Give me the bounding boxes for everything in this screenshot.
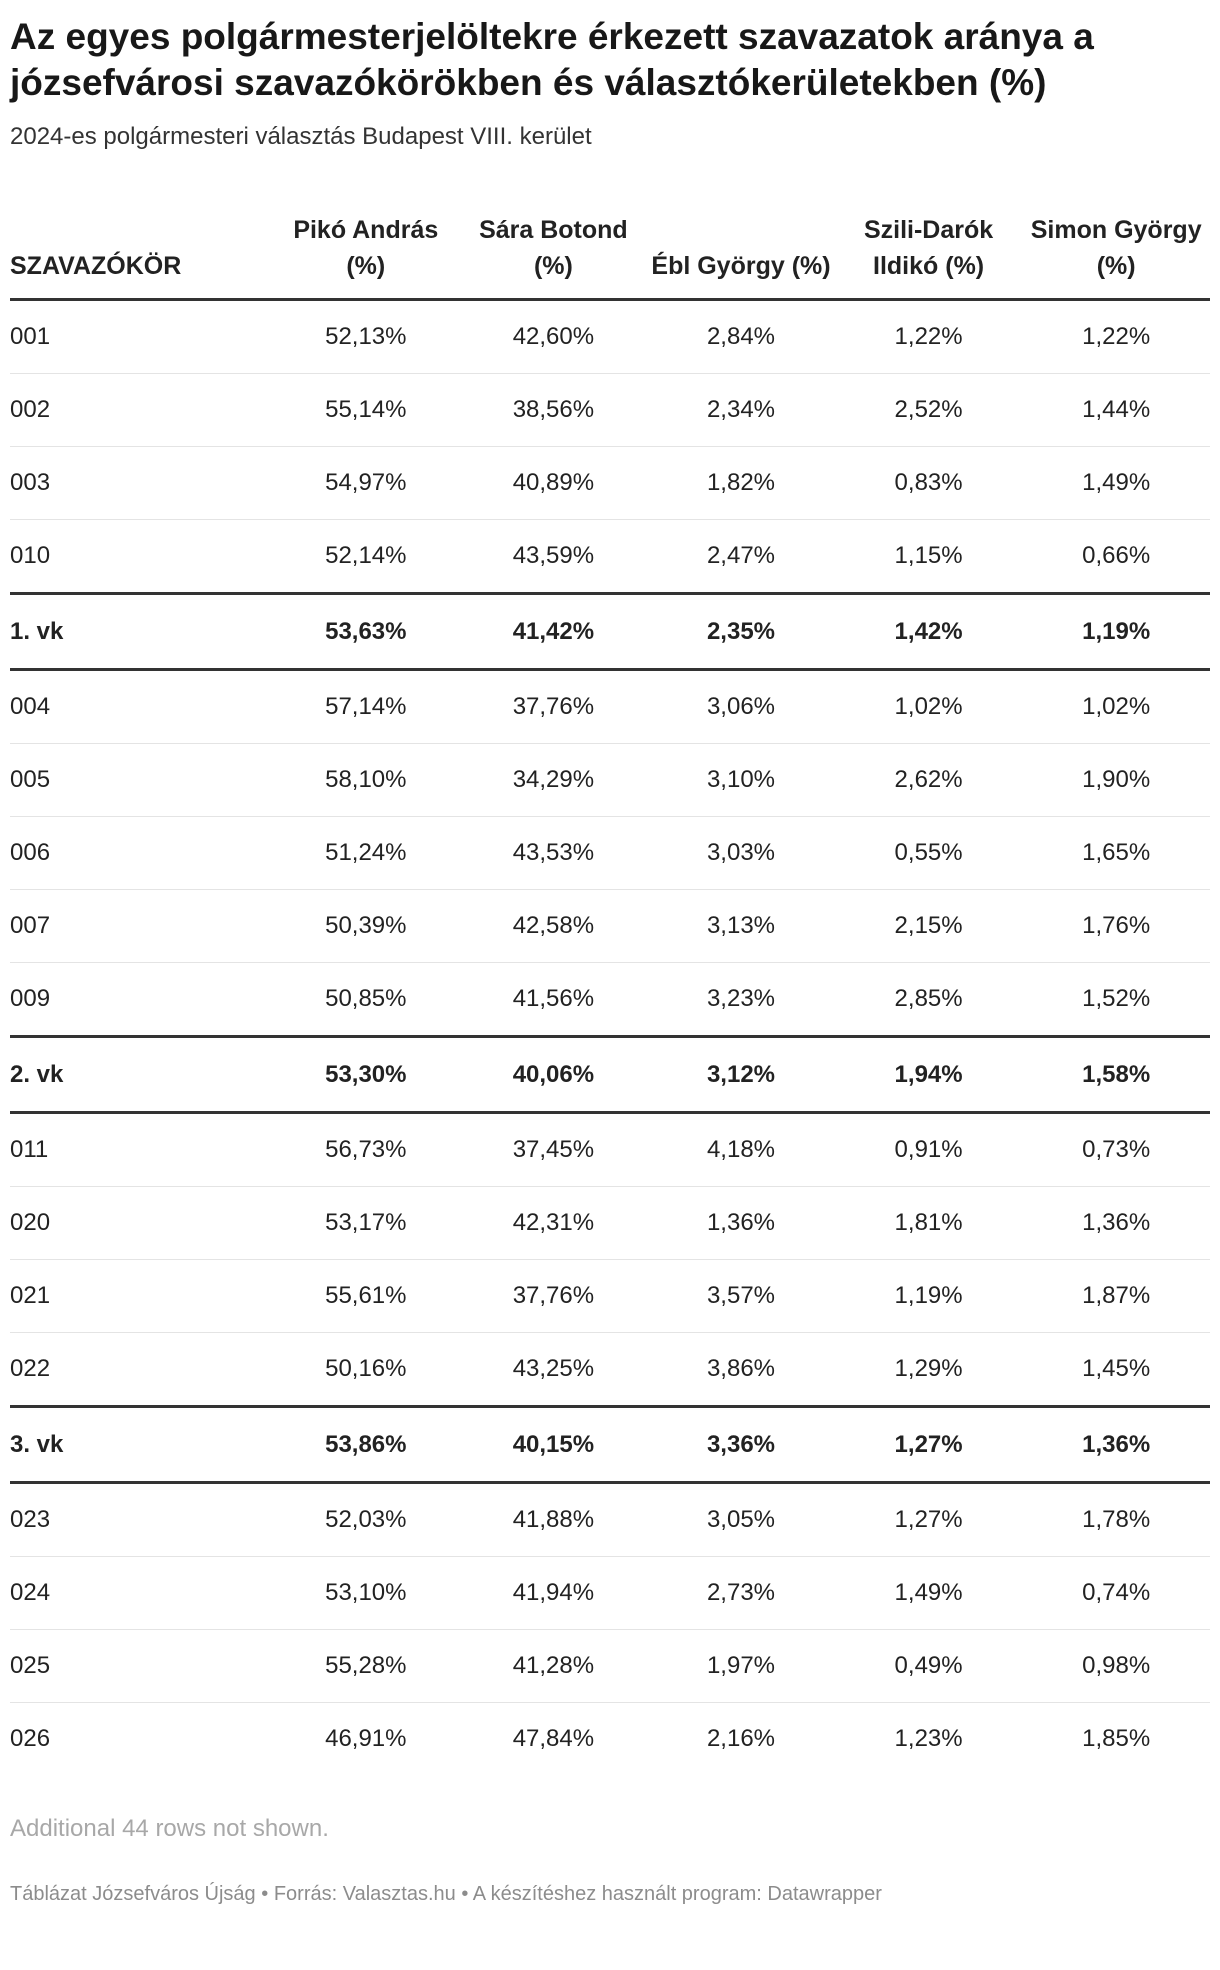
value-cell-sara: 41,42% xyxy=(460,594,648,670)
precinct-cell: 002 xyxy=(10,374,272,447)
value-cell-szili-darok: 2,52% xyxy=(835,374,1023,447)
table-row xyxy=(10,744,1210,817)
value-cell-szili-darok: 1,23% xyxy=(894,1725,963,1752)
precinct-cell: 024 xyxy=(10,1557,272,1630)
precinct-cell: 009 xyxy=(10,963,272,1037)
value-cell-simon: 0,74% xyxy=(1022,1557,1210,1630)
table-row xyxy=(10,447,1210,520)
value-cell-piko: 46,91% xyxy=(325,1725,407,1752)
value-cell-ebl: 3,13% xyxy=(647,890,835,963)
value-cell-simon: 1,49% xyxy=(1022,447,1210,520)
table-row xyxy=(10,1333,1210,1407)
value-cell-sara: 47,84% xyxy=(512,1725,595,1752)
value-cell-szili-darok: 1,02% xyxy=(835,670,1023,744)
footer-separator: • xyxy=(261,1883,269,1905)
value-cell-simon: 0,73% xyxy=(1022,1113,1210,1187)
precinct-cell: 007 xyxy=(10,890,272,963)
value-cell-szili-darok: 0,83% xyxy=(835,447,1023,520)
value-cell-piko: 53,86% xyxy=(272,1407,460,1483)
precinct-cell: 023 xyxy=(10,1483,272,1557)
footer-source-link[interactable]: Valasztas.hu xyxy=(342,1883,456,1905)
value-cell-szili-darok: 1,19% xyxy=(835,1260,1023,1333)
value-cell-simon: 1,44% xyxy=(1022,374,1210,447)
table-row xyxy=(10,963,1210,1037)
value-cell-ebl: 1,82% xyxy=(647,447,835,520)
more-rows-note: Additional 44 rows not shown. xyxy=(10,1815,329,1842)
value-cell-ebl: 2,34% xyxy=(647,374,835,447)
value-cell-simon: 1,76% xyxy=(1022,890,1210,963)
value-cell-ebl: 2,47% xyxy=(647,520,835,594)
value-cell-szili-darok: 2,85% xyxy=(835,963,1023,1037)
value-cell-piko: 50,39% xyxy=(272,890,460,963)
table-row xyxy=(10,817,1210,890)
value-cell-simon: 1,58% xyxy=(1022,1037,1210,1113)
value-cell-piko: 53,10% xyxy=(272,1557,460,1630)
value-cell-szili-darok: 1,94% xyxy=(835,1037,1023,1113)
footer-author: Józsefváros Újság xyxy=(92,1883,256,1905)
value-cell-simon: 0,66% xyxy=(1022,520,1210,594)
precinct-cell: 020 xyxy=(10,1187,272,1260)
footer xyxy=(10,1883,1190,1906)
value-cell-szili-darok: 1,81% xyxy=(835,1187,1023,1260)
value-cell-piko: 50,85% xyxy=(272,963,460,1037)
precinct-cell: 010 xyxy=(10,520,272,594)
value-cell-simon: 1,45% xyxy=(1022,1333,1210,1407)
value-cell-ebl: 2,16% xyxy=(706,1725,776,1752)
value-cell-ebl: 3,86% xyxy=(647,1333,835,1407)
value-cell-szili-darok: 0,91% xyxy=(835,1113,1023,1187)
value-cell-simon: 1,22% xyxy=(1022,300,1210,374)
precinct-cell: 3. vk xyxy=(10,1407,272,1483)
value-cell-ebl: 3,05% xyxy=(647,1483,835,1557)
value-cell-piko: 55,14% xyxy=(272,374,460,447)
value-cell-piko: 53,30% xyxy=(272,1037,460,1113)
value-cell-simon: 0,98% xyxy=(1022,1630,1210,1703)
value-cell-ebl: 1,36% xyxy=(647,1187,835,1260)
results-table xyxy=(10,212,1210,1775)
value-cell-szili-darok: 2,62% xyxy=(835,744,1023,817)
table-row xyxy=(10,1260,1210,1333)
value-cell-piko: 50,16% xyxy=(272,1333,460,1407)
value-cell-sara: 41,28% xyxy=(460,1630,648,1703)
value-cell-sara: 43,53% xyxy=(460,817,648,890)
value-cell-sara: 41,56% xyxy=(460,963,648,1037)
table-row xyxy=(10,1630,1210,1703)
value-cell-ebl: 3,06% xyxy=(647,670,835,744)
value-cell-ebl: 1,97% xyxy=(647,1630,835,1703)
value-cell-sara: 40,15% xyxy=(460,1407,648,1483)
column-header-piko[interactable]: Pikó András (%) xyxy=(272,212,460,300)
table-row xyxy=(10,1187,1210,1260)
footer-source-label: Forrás: xyxy=(273,1883,338,1905)
value-cell-ebl: 3,10% xyxy=(647,744,835,817)
column-header-sara[interactable]: Sára Botond (%) xyxy=(460,212,648,300)
value-cell-piko: 53,63% xyxy=(272,594,460,670)
value-cell-sara: 41,88% xyxy=(460,1483,648,1557)
precinct-cell: 026 xyxy=(10,1725,51,1752)
summary-row xyxy=(10,594,1210,670)
value-cell-szili-darok: 1,42% xyxy=(835,594,1023,670)
chart-title: Az egyes polgármesterjelöltekre érkezett szavazatok aránya a józsefvárosi szavazókörökben és választókerületekben (%) xyxy=(10,16,1094,103)
value-cell-ebl: 4,18% xyxy=(647,1113,835,1187)
value-cell-sara: 41,94% xyxy=(460,1557,648,1630)
value-cell-simon: 1,36% xyxy=(1022,1187,1210,1260)
value-cell-szili-darok: 0,55% xyxy=(835,817,1023,890)
table-row xyxy=(10,670,1210,744)
value-cell-piko: 51,24% xyxy=(272,817,460,890)
precinct-cell: 001 xyxy=(10,300,272,374)
column-header-szili-darok[interactable]: Szili-Darók Ildikó (%) xyxy=(835,212,1023,300)
precinct-cell: 021 xyxy=(10,1260,272,1333)
table-row xyxy=(10,1557,1210,1630)
footer-separator: • xyxy=(461,1883,469,1905)
table-row xyxy=(10,374,1210,447)
value-cell-piko: 52,13% xyxy=(272,300,460,374)
value-cell-simon: 1,36% xyxy=(1022,1407,1210,1483)
table-row xyxy=(10,1483,1210,1557)
value-cell-simon: 1,87% xyxy=(1022,1260,1210,1333)
value-cell-piko: 56,73% xyxy=(272,1113,460,1187)
table-row xyxy=(10,1703,1210,1776)
summary-row xyxy=(10,1037,1210,1113)
summary-row xyxy=(10,1407,1210,1483)
value-cell-sara: 37,45% xyxy=(460,1113,648,1187)
value-cell-sara: 40,89% xyxy=(460,447,648,520)
value-cell-ebl: 3,23% xyxy=(647,963,835,1037)
value-cell-ebl: 2,84% xyxy=(647,300,835,374)
value-cell-sara: 43,59% xyxy=(460,520,648,594)
precinct-cell: 2. vk xyxy=(10,1037,272,1113)
value-cell-sara: 34,29% xyxy=(460,744,648,817)
table-row xyxy=(10,890,1210,963)
value-cell-piko: 57,14% xyxy=(272,670,460,744)
value-cell-ebl: 2,35% xyxy=(647,594,835,670)
value-cell-simon: 1,19% xyxy=(1022,594,1210,670)
precinct-cell: 025 xyxy=(10,1630,272,1703)
column-header-simon[interactable]: Simon György (%) xyxy=(1022,212,1210,300)
value-cell-piko: 54,97% xyxy=(272,447,460,520)
precinct-cell: 1. vk xyxy=(10,594,272,670)
value-cell-sara: 43,25% xyxy=(460,1333,648,1407)
value-cell-sara: 42,31% xyxy=(460,1187,648,1260)
table-row xyxy=(10,520,1210,594)
value-cell-szili-darok: 2,15% xyxy=(835,890,1023,963)
precinct-cell: 005 xyxy=(10,744,272,817)
value-cell-sara: 42,60% xyxy=(460,300,648,374)
value-cell-simon: 1,52% xyxy=(1022,963,1210,1037)
value-cell-sara: 40,06% xyxy=(460,1037,648,1113)
value-cell-simon: 1,65% xyxy=(1022,817,1210,890)
precinct-cell: 006 xyxy=(10,817,272,890)
table-row xyxy=(10,1113,1210,1187)
value-cell-szili-darok: 1,29% xyxy=(835,1333,1023,1407)
value-cell-ebl: 2,73% xyxy=(647,1557,835,1630)
precinct-cell: 003 xyxy=(10,447,272,520)
footer-tool-link[interactable]: Datawrapper xyxy=(767,1883,882,1905)
value-cell-piko: 55,61% xyxy=(272,1260,460,1333)
value-cell-sara: 37,76% xyxy=(460,1260,648,1333)
value-cell-simon: 1,02% xyxy=(1022,670,1210,744)
precinct-cell: 011 xyxy=(10,1113,272,1187)
value-cell-ebl: 3,57% xyxy=(647,1260,835,1333)
value-cell-ebl: 3,12% xyxy=(647,1037,835,1113)
value-cell-ebl: 3,36% xyxy=(647,1407,835,1483)
value-cell-piko: 52,03% xyxy=(272,1483,460,1557)
value-cell-szili-darok: 1,15% xyxy=(835,520,1023,594)
value-cell-szili-darok: 1,22% xyxy=(835,300,1023,374)
footer-tool-label: A készítéshez használt program: xyxy=(472,1883,762,1905)
value-cell-piko: 55,28% xyxy=(272,1630,460,1703)
column-header-precinct[interactable]: SZAVAZÓKÖR xyxy=(10,212,272,300)
table-row xyxy=(10,300,1210,374)
value-cell-piko: 58,10% xyxy=(272,744,460,817)
chart-subtitle: 2024-es polgármesteri választás Budapest VIII. kerület xyxy=(10,123,592,150)
value-cell-ebl: 3,03% xyxy=(647,817,835,890)
value-cell-szili-darok: 1,27% xyxy=(835,1483,1023,1557)
value-cell-piko: 53,17% xyxy=(272,1187,460,1260)
value-cell-szili-darok: 1,27% xyxy=(835,1407,1023,1483)
value-cell-simon: 1,78% xyxy=(1022,1483,1210,1557)
value-cell-szili-darok: 0,49% xyxy=(835,1630,1023,1703)
value-cell-sara: 38,56% xyxy=(460,374,648,447)
value-cell-piko: 52,14% xyxy=(272,520,460,594)
footer-table-label: Táblázat xyxy=(10,1883,87,1905)
precinct-cell: 004 xyxy=(10,670,272,744)
value-cell-szili-darok: 1,49% xyxy=(835,1557,1023,1630)
table-header-row xyxy=(10,212,1210,300)
value-cell-sara: 37,76% xyxy=(460,670,648,744)
value-cell-simon: 1,90% xyxy=(1022,744,1210,817)
value-cell-sara: 42,58% xyxy=(460,890,648,963)
precinct-cell: 022 xyxy=(10,1333,272,1407)
table-body xyxy=(10,300,1210,1776)
value-cell-simon: 1,85% xyxy=(1082,1725,1151,1752)
column-header-ebl[interactable]: Ébl György (%) xyxy=(647,212,835,300)
